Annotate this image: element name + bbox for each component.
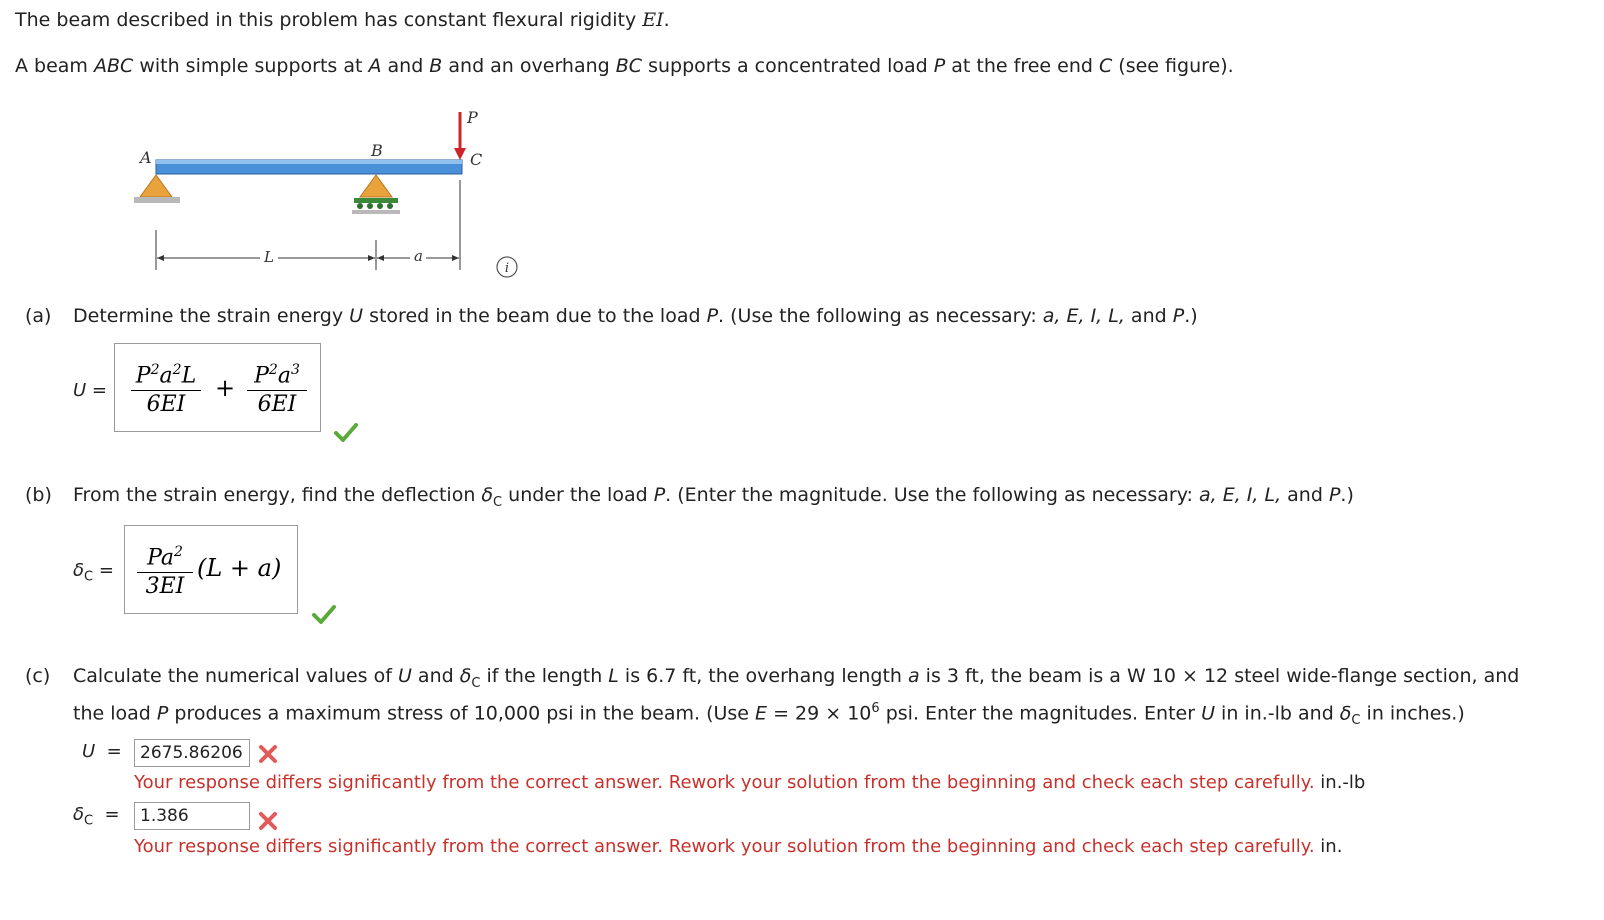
num-part: a	[277, 363, 291, 389]
num-part: a	[159, 363, 173, 389]
intro-B: B	[429, 55, 443, 77]
intro-text-d: and an overhang	[442, 55, 616, 77]
fig-label-A: A	[140, 148, 152, 167]
part-b-eq: =	[98, 560, 114, 581]
support-a	[140, 175, 172, 197]
u-feedback	[134, 772, 1365, 794]
part-c-L: L	[608, 665, 619, 687]
num-part: Pa	[147, 545, 174, 571]
part-b-label: (b)	[25, 484, 52, 506]
num-part: L	[181, 363, 197, 389]
part-b-var: δ	[73, 560, 85, 581]
part-b-sub: C	[493, 494, 503, 510]
incorrect-icon	[258, 744, 278, 764]
part-a-frac-2	[247, 356, 307, 419]
check-icon	[312, 604, 336, 624]
part-b-frac	[137, 538, 193, 601]
info-icon[interactable]	[496, 256, 518, 278]
beam-figure	[120, 100, 500, 280]
dim-arrow	[377, 255, 384, 261]
part-c-exp: 6	[871, 701, 880, 716]
part-c-P: P	[156, 702, 169, 725]
u-feedback-text: Your response differs significantly from the correct answer. Rework your solution from the beginning and check each step carefully.	[134, 772, 1315, 793]
part-b-text-d: and	[1281, 484, 1329, 506]
part-c-sub2: C	[1351, 713, 1361, 729]
u-answer-input[interactable]: 2675.86206	[134, 739, 250, 767]
part-c-label: (c)	[25, 665, 51, 687]
num-sup: 2	[268, 362, 278, 378]
roller	[387, 203, 393, 209]
intro-period: .	[663, 9, 670, 31]
part-c-text: is 6.7 ft, the overhang length	[618, 665, 908, 687]
part-a-vars: a, E, I, L,	[1042, 305, 1125, 327]
num-sup: 2	[172, 362, 182, 378]
part-b-var-sub: C	[84, 569, 94, 585]
part-c-text: Calculate the numerical values of	[73, 665, 398, 687]
part-c-text: psi. Enter the magnitudes. Enter	[879, 702, 1202, 725]
part-a-U: U	[349, 305, 364, 327]
part-c-text: produces a maximum stress of 10,000 psi in the beam. (Use	[168, 702, 756, 725]
part-a-text-d: and	[1124, 305, 1173, 327]
delta-feedback	[134, 836, 1342, 858]
delta-answer-input[interactable]: 1.386	[134, 802, 250, 830]
intro-P: P	[933, 55, 946, 77]
u-unit: in.-lb	[1320, 772, 1366, 793]
part-b-text	[73, 483, 1354, 515]
part-a-plus: +	[215, 374, 236, 402]
beam-highlight	[156, 160, 462, 164]
part-c-text: if the length	[480, 665, 609, 687]
part-a-var-label	[73, 380, 107, 401]
intro-abc: ABC	[93, 55, 134, 77]
part-b-tail: (L + a)	[197, 554, 282, 582]
part-b-P2: P	[1328, 484, 1341, 506]
part-c-sub: C	[471, 675, 481, 691]
num-sup: 3	[290, 362, 300, 378]
part-b-delta: δ	[481, 484, 494, 506]
roller	[357, 203, 363, 209]
part-c-text: and	[411, 665, 460, 687]
d-unit: in.	[1320, 836, 1343, 857]
intro-A: A	[368, 55, 382, 77]
part-c-text: is 3 ft, the beam is a W 10 × 12 steel wide-flange section, and	[919, 665, 1520, 687]
part-a-eq: =	[91, 380, 108, 401]
part-a-frac-1	[131, 356, 201, 419]
intro-line-1	[15, 8, 670, 32]
part-c-U: U	[397, 665, 412, 687]
part-c-line-2	[73, 697, 1465, 733]
part-c-a: a	[907, 665, 920, 687]
part-a-text-b: stored in the beam due to the load	[363, 305, 707, 327]
part-c-U2: U	[1201, 702, 1216, 725]
part-b-vars: a, E, I, L,	[1199, 484, 1282, 506]
part-a-text-e: .)	[1184, 305, 1198, 327]
num-sup: 2	[174, 544, 183, 560]
num-sup: 2	[150, 362, 160, 378]
num-part: P	[254, 363, 269, 389]
part-c-line-1	[73, 664, 1519, 696]
intro-text-c: and	[381, 55, 430, 77]
part-a-text-c: . (Use the following as necessary:	[718, 305, 1043, 327]
part-c-text: in inches.)	[1360, 702, 1465, 725]
part-a-answer-box[interactable]	[114, 343, 321, 432]
intro-line-2	[15, 54, 1234, 78]
part-c-text: the load	[73, 702, 157, 725]
fig-label-P: P	[467, 108, 478, 127]
part-b-P: P	[653, 484, 666, 506]
part-c-E: E	[755, 702, 768, 725]
intro-BC: BC	[615, 55, 643, 77]
part-a-text	[73, 304, 1198, 328]
part-b-text-b: under the load	[502, 484, 654, 506]
d-feedback-text: Your response differs significantly from the correct answer. Rework your solution from the beginning and check each step carefully.	[134, 836, 1315, 857]
frac-denominator: 6EI	[131, 390, 201, 419]
roller	[367, 203, 373, 209]
intro-ei: EI	[642, 9, 664, 31]
roller	[377, 203, 383, 209]
fig-label-a: a	[414, 247, 423, 265]
frac-numerator	[131, 356, 201, 390]
support-a-base	[134, 197, 180, 203]
u-eq: =	[106, 741, 122, 762]
fig-label-L: L	[264, 248, 274, 266]
intro-text: The beam described in this problem has constant flexural rigidity	[15, 9, 643, 31]
support-b	[360, 175, 392, 197]
part-b-text-e: .)	[1340, 484, 1354, 506]
intro-text-e: supports a concentrated load	[642, 55, 934, 77]
intro-C: C	[1098, 55, 1113, 77]
u-var: U	[82, 741, 96, 762]
dim-arrow	[368, 255, 375, 261]
part-c-u-label	[82, 741, 122, 762]
d-eq: =	[104, 804, 120, 825]
frac-numerator	[247, 356, 307, 390]
part-b-text-c: . (Enter the magnitude. Use the following as necessary:	[665, 484, 1199, 506]
part-a-text-a: Determine the strain energy	[73, 305, 350, 327]
intro-text-a: A beam	[15, 55, 94, 77]
num-part: P	[135, 363, 151, 389]
load-arrow-head	[454, 148, 466, 160]
part-a-var: U	[73, 380, 87, 401]
frac-denominator: 6EI	[247, 390, 307, 419]
part-c-delta: δ	[459, 665, 472, 687]
part-c-d-label	[73, 804, 120, 829]
intro-text-b: with simple supports at	[133, 55, 369, 77]
fig-label-C: C	[470, 150, 483, 169]
d-var: δ	[73, 804, 85, 825]
incorrect-icon	[258, 811, 278, 831]
frac-denominator: 3EI	[137, 572, 193, 601]
intro-text-g: (see figure).	[1112, 55, 1234, 77]
dim-arrow	[452, 255, 459, 261]
d-sub: C	[84, 813, 94, 829]
support-b-base	[352, 210, 400, 214]
part-c-delta2: δ	[1339, 702, 1352, 725]
check-icon	[334, 422, 358, 442]
support-b-rollers	[354, 198, 398, 203]
part-b-var-label	[73, 560, 114, 585]
part-b-text-a: From the strain energy, find the deflection	[73, 484, 482, 506]
intro-text-f: at the free end	[945, 55, 1099, 77]
part-a-P2: P	[1172, 305, 1185, 327]
svg-text:i: i	[504, 261, 510, 276]
part-a-label: (a)	[25, 305, 52, 327]
part-c-text: in in.-lb and	[1215, 702, 1340, 725]
dim-arrow	[157, 255, 164, 261]
frac-numerator	[137, 538, 193, 572]
part-a-P: P	[706, 305, 719, 327]
part-b-answer-box[interactable]	[124, 525, 298, 614]
fig-label-B: B	[371, 141, 383, 160]
part-c-text: = 29 × 10	[767, 702, 872, 725]
